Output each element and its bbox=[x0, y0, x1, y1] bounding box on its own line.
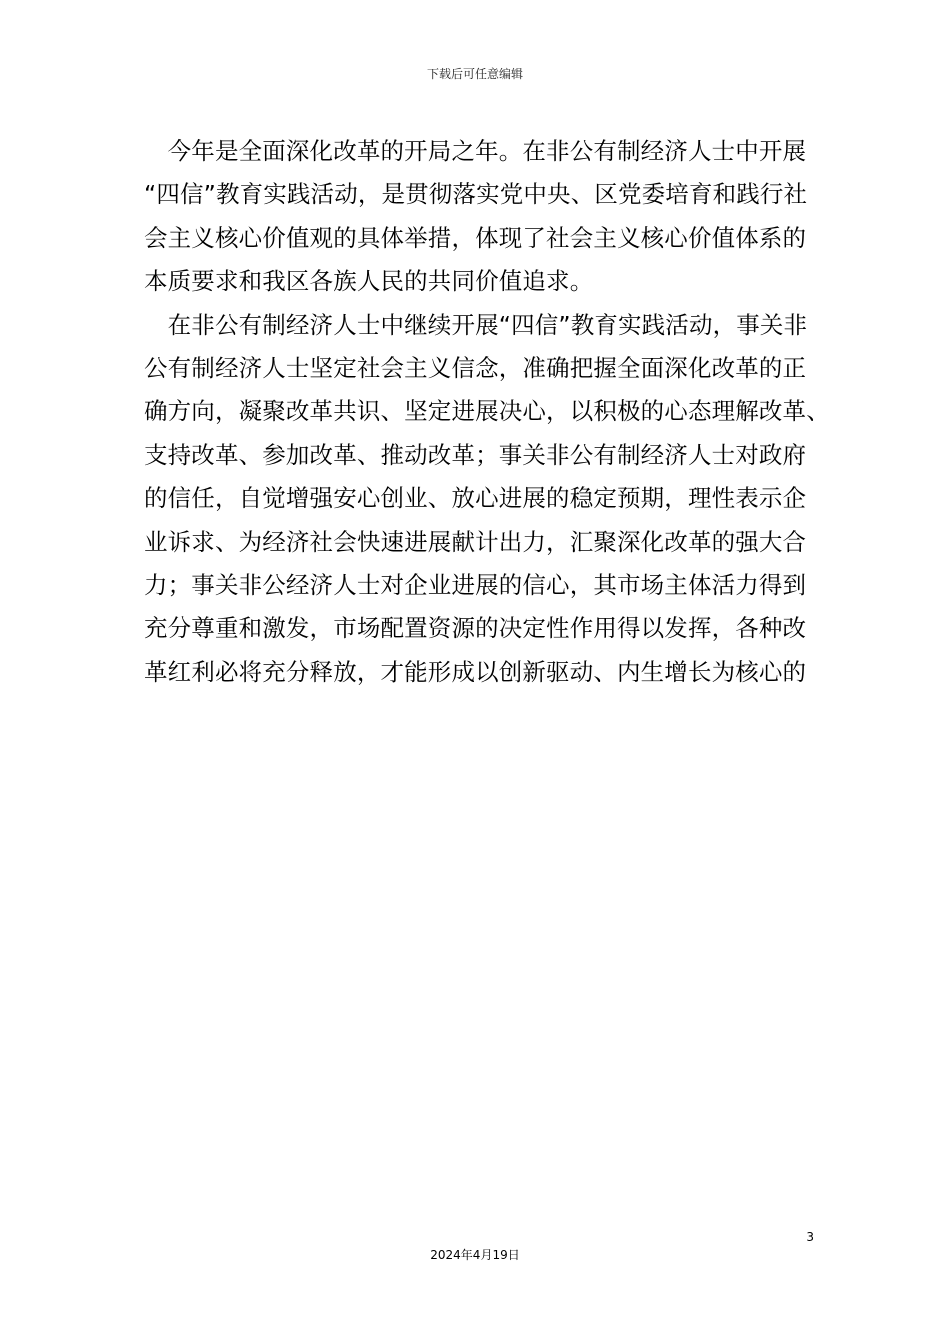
text-line: 力；事关非公经济人士对企业进展的信心，其市场主体活力得到 bbox=[144, 570, 807, 599]
footer-date: 2024年4月19日 bbox=[430, 1248, 520, 1262]
text-line: 的信任，自觉增强安心创业、放心进展的稳定预期，理性表示企 bbox=[144, 484, 807, 513]
text-line: 革红利必将充分释放，才能形成以创新驱动、内生增长为核心的 bbox=[144, 657, 807, 686]
text-line: 确方向，凝聚改革共识、坚定进展决心，以积极的心态理解改革、 bbox=[144, 397, 830, 426]
text-line: “四信”教育实践活动，是贯彻落实党中央、区党委培育和践行社 bbox=[144, 180, 808, 209]
paragraph-1 bbox=[144, 130, 824, 304]
page-header: 下载后可任意编辑 bbox=[426, 67, 523, 81]
text-line: 支持改革、参加改革、推动改革；事关非公有制经济人士对政府 bbox=[144, 440, 807, 469]
paragraph-2 bbox=[144, 304, 830, 695]
text-line: 公有制经济人士坚定社会主义信念，准确把握全面深化改革的正 bbox=[144, 353, 807, 382]
text-line: 充分尊重和激发，市场配置资源的决定性作用得以发挥，各种改 bbox=[144, 614, 807, 643]
text-line: 本质要求和我区各族人民的共同价值追求。 bbox=[144, 267, 594, 296]
page-number: 3 bbox=[806, 1230, 814, 1244]
text-line: 会主义核心价值观的具体举措，体现了社会主义核心价值体系的 bbox=[144, 223, 807, 252]
text-line: 业诉求、为经济社会快速进展献计出力，汇聚深化改革的强大合 bbox=[144, 527, 807, 556]
text-line: 今年是全面深化改革的开局之年。在非公有制经济人士中开展 bbox=[144, 137, 807, 165]
text-line: 在非公有制经济人士中继续开展“四信”教育实践活动，事关非 bbox=[144, 310, 808, 339]
document-body bbox=[144, 130, 830, 694]
